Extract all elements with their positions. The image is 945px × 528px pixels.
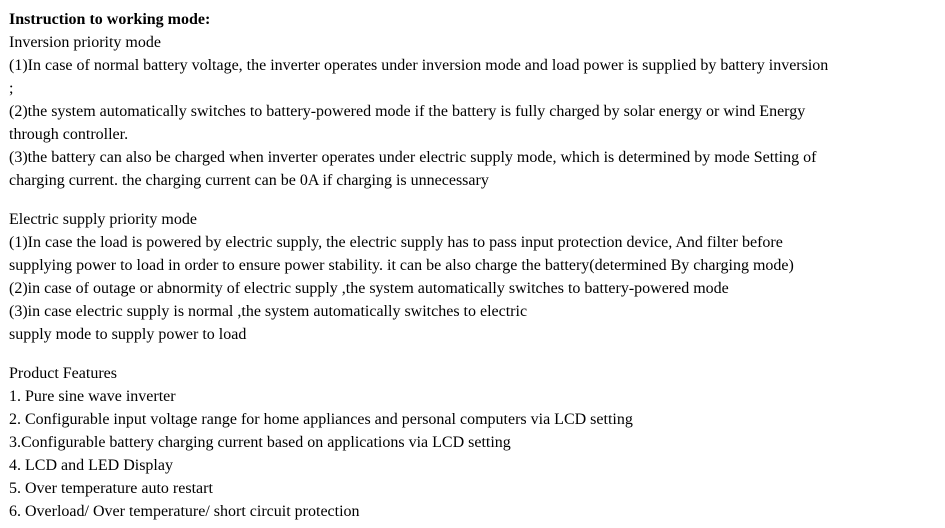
inversion-line: through controller. — [9, 126, 129, 143]
electric-supply-heading: Electric supply priority mode — [9, 211, 197, 228]
inversion-line: charging current. the charging current can be 0A if charging is unnecessary — [9, 172, 489, 189]
inversion-line: ; — [9, 80, 14, 97]
section-spacer — [9, 346, 941, 362]
product-features-heading: Product Features — [9, 365, 117, 382]
document-body — [9, 8, 941, 523]
electric-supply-line: (2)in case of outage or abnormity of electric supply ,the system automatically switches to battery-powered mode — [9, 280, 729, 297]
inversion-mode-heading: Inversion priority mode — [9, 34, 161, 51]
document-title: Instruction to working mode: — [9, 11, 211, 28]
section-spacer — [9, 192, 941, 208]
electric-supply-line: supplying power to load in order to ensure power stability. it can be also charge the battery(determined By charging mode) — [9, 257, 794, 274]
feature-item: 5. Over temperature auto restart — [9, 480, 213, 497]
electric-supply-line: supply mode to supply power to load — [9, 326, 247, 343]
feature-item: 3.Configurable battery charging current based on applications via LCD setting — [9, 434, 511, 451]
feature-item: 2. Configurable input voltage range for home appliances and personal computers via LCD setting — [9, 411, 633, 428]
inversion-line: (3)the battery can also be charged when inverter operates under electric supply mode, which is determined by mode Setting of — [9, 149, 817, 166]
electric-supply-line: (3)in case electric supply is normal ,the system automatically switches to electric — [9, 303, 528, 320]
feature-item: 6. Overload/ Over temperature/ short circuit protection — [9, 503, 360, 520]
feature-item: 4. LCD and LED Display — [9, 457, 173, 474]
inversion-line: (2)the system automatically switches to battery-powered mode if the battery is fully charged by solar energy or wind Energy — [9, 103, 806, 120]
inversion-line: (1)In case of normal battery voltage, the inverter operates under inversion mode and load power is supplied by battery inversion — [9, 57, 829, 74]
feature-item: 1. Pure sine wave inverter — [9, 388, 176, 405]
electric-supply-line: (1)In case the load is powered by electric supply, the electric supply has to pass input protection device, And filter before — [9, 234, 783, 251]
